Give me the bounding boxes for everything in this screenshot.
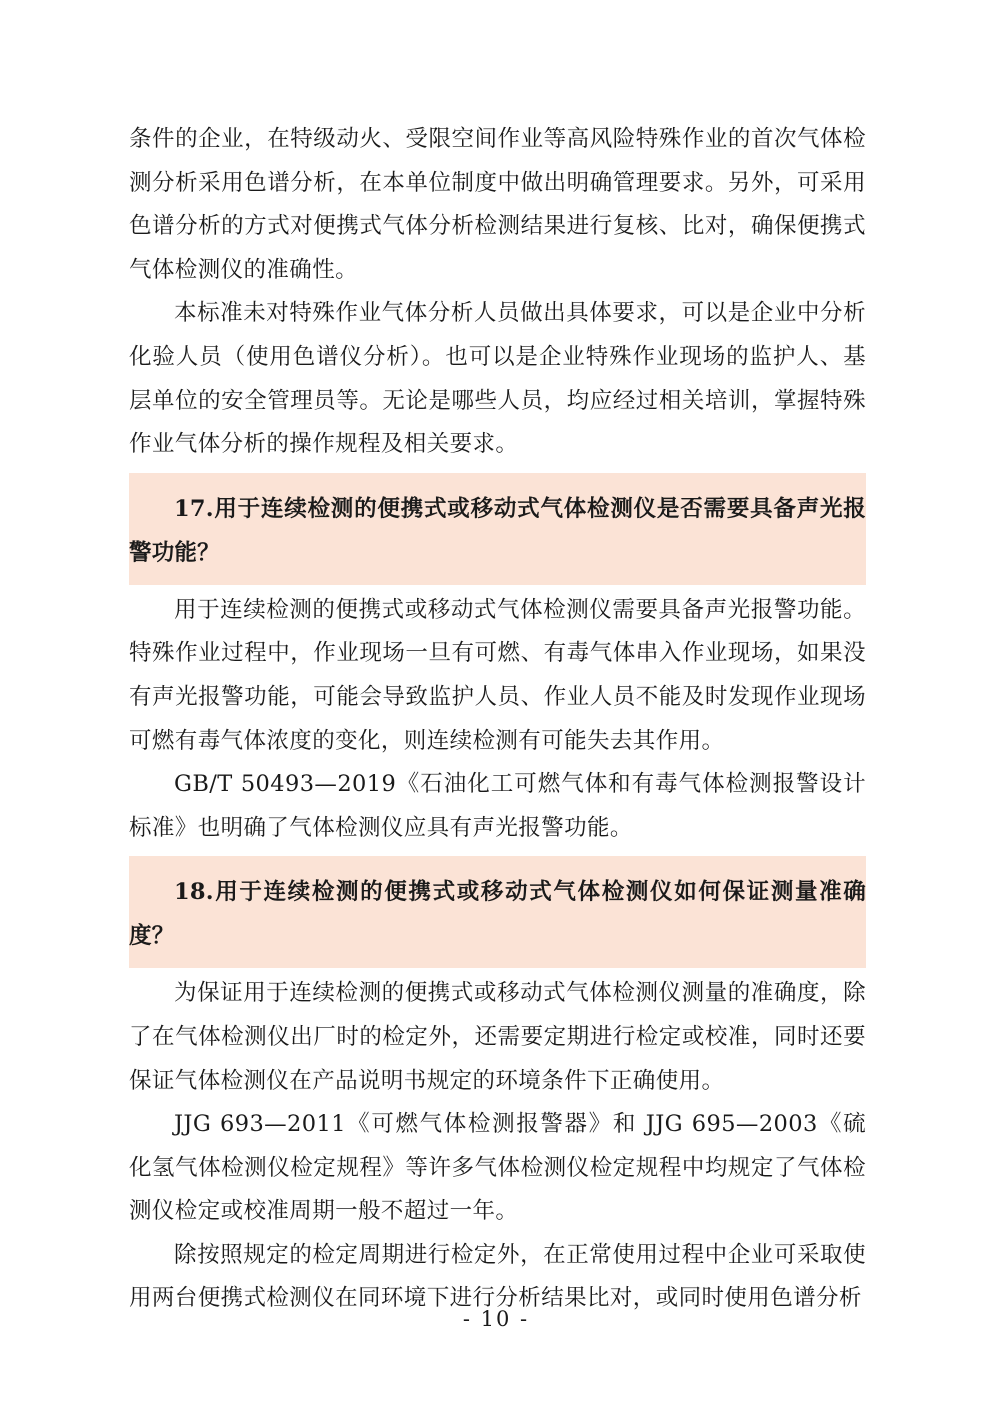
question-18-title: 18.用于连续检测的便携式或移动式气体检测仪如何保证测量准确度？ [129, 879, 866, 950]
paragraph-analyst-requirements: 本标准未对特殊作业气体分析人员做出具体要求，可以是企业中分析化验人员（使用色谱仪分析）。也可以是企业特殊作业现场的监护人、基层单位的安全管理员等。无论是哪些人员，均应经过相关培训，掌握特殊作业气体分析的操作规程及相关要求。 [129, 300, 866, 458]
document-body [129, 118, 866, 1321]
question-18-block [129, 856, 866, 968]
paragraph-continued: 条件的企业，在特级动火、受限空间作业等高风险特殊作业的首次气体检测分析采用色谱分析，在本单位制度中做出明确管理要求。另外，可采用色谱分析的方式对便携式气体分析检测结果进行复核、比对，确保便携式气体检测仪的准确性。 [129, 126, 866, 283]
answer-18-paragraph-1: 为保证用于连续检测的便携式或移动式气体检测仪测量的准确度，除了在气体检测仪出厂时的检定外，还需要定期进行检定或校准，同时还要保证气体检测仪在产品说明书规定的环境条件下正确使用。 [129, 980, 866, 1094]
page-number: - 10 - [462, 1307, 530, 1331]
answer-17-paragraph-2: GB/T 50493—2019《石油化工可燃气体和有毒气体检测报警设计标准》也明确了气体检测仪应具有声光报警功能。 [129, 771, 866, 841]
question-17-title: 17.用于连续检测的便携式或移动式气体检测仪是否需要具备声光报警功能？ [129, 495, 866, 566]
answer-17-paragraph-1: 用于连续检测的便携式或移动式气体检测仪需要具备声光报警功能。特殊作业过程中，作业现场一旦有可燃、有毒气体串入作业现场，如果没有声光报警功能，可能会导致监护人员、作业人员不能及时发现作业现场可燃有毒气体浓度的变化，则连续检测有可能失去其作用。 [129, 596, 866, 754]
answer-18-paragraph-2: JJG 693—2011《可燃气体检测报警器》和 JJG 695—2003《硫化氢气体检测仪检定规程》等许多气体检测仪检定规程中均规定了气体检测仪检定或校准周期一般不超过一年。 [129, 1111, 866, 1225]
question-17-block [129, 473, 866, 585]
answer-18-paragraph-3: 除按照规定的检定周期进行检定外，在正常使用过程中企业可采取使用两台便携式检测仪在同环境下进行分析结果比对，或同时使用色谱分析 [129, 1241, 866, 1312]
